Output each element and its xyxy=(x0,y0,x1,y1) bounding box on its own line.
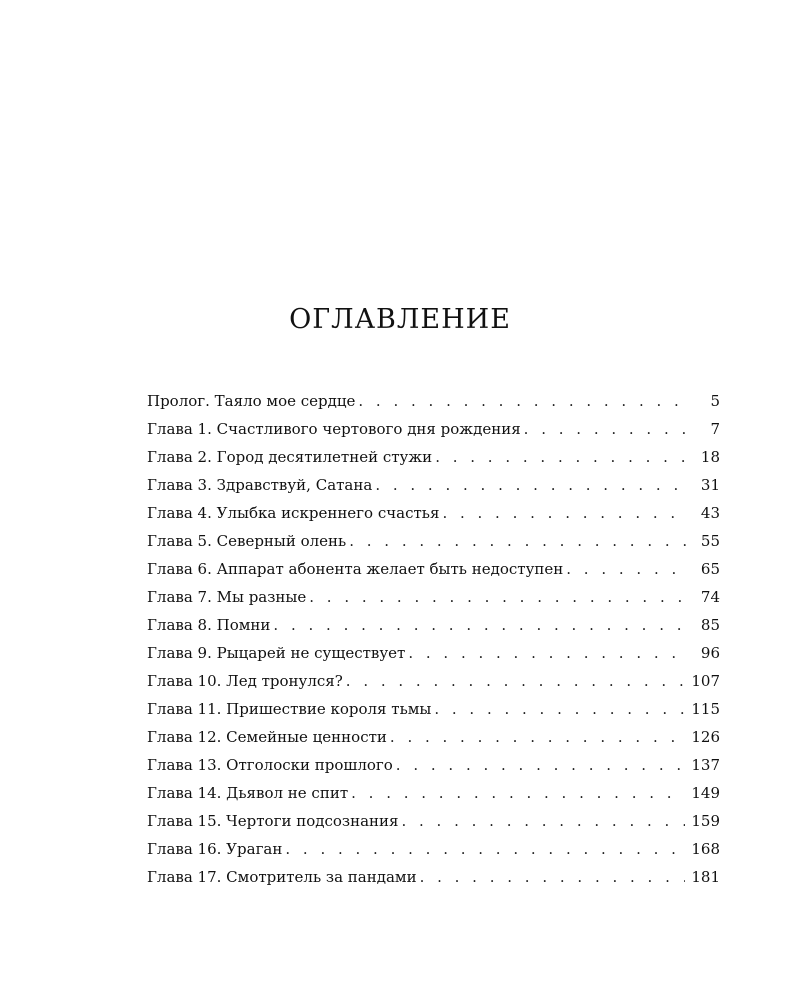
toc-page-number: 18 xyxy=(700,448,720,466)
toc-entry-title: Глава 3. Здравствуй, Сатана xyxy=(147,476,373,494)
toc-entry xyxy=(147,672,720,700)
dot-leader xyxy=(358,392,686,410)
toc-entry xyxy=(147,392,720,420)
dot-leader xyxy=(434,700,685,718)
toc-page-number: 43 xyxy=(700,504,720,522)
toc-page-number: 7 xyxy=(710,420,720,438)
toc-page-number: 115 xyxy=(691,700,720,718)
toc-entry xyxy=(147,812,720,840)
dot-leader xyxy=(396,756,686,774)
toc-page-number: 181 xyxy=(691,868,720,886)
page-title: ОГЛАВЛЕНИЕ xyxy=(289,304,511,335)
toc-entry xyxy=(147,476,720,504)
toc-page-number: 96 xyxy=(700,644,720,662)
dot-leader xyxy=(390,728,685,746)
toc-entry xyxy=(147,756,720,784)
toc-entry-title: Глава 10. Лед тронулся? xyxy=(147,672,343,690)
toc-page-number: 126 xyxy=(691,728,720,746)
dot-leader xyxy=(435,448,686,466)
dot-leader xyxy=(351,784,685,802)
dot-leader xyxy=(420,868,686,886)
toc-entry xyxy=(147,644,720,672)
toc-page-number: 74 xyxy=(700,588,720,606)
toc-page-number: 137 xyxy=(691,756,720,774)
toc-page-number: 149 xyxy=(691,784,720,802)
toc-entry xyxy=(147,532,720,560)
toc-page-number: 85 xyxy=(700,616,720,634)
dot-leader xyxy=(401,812,685,830)
toc-page-number: 107 xyxy=(691,672,720,690)
toc-page-number: 55 xyxy=(700,532,720,550)
toc-entry xyxy=(147,448,720,476)
toc-entry-title: Глава 13. Отголоски прошлого xyxy=(147,756,393,774)
toc-entry-title: Глава 5. Северный олень xyxy=(147,532,347,550)
toc-page-number: 65 xyxy=(700,560,720,578)
dot-leader xyxy=(408,644,686,662)
toc-entry xyxy=(147,420,720,448)
dot-leader xyxy=(349,532,686,550)
toc-entry xyxy=(147,728,720,756)
toc-entry xyxy=(147,504,720,532)
dot-leader xyxy=(273,616,686,634)
dot-leader xyxy=(524,420,686,438)
dot-leader xyxy=(285,840,685,858)
toc-page-number: 159 xyxy=(691,812,720,830)
toc-entry-title: Глава 11. Пришествие короля тьмы xyxy=(147,700,432,718)
toc-entry-title: Глава 16. Ураган xyxy=(147,840,283,858)
toc-entry xyxy=(147,588,720,616)
toc-entry-title: Глава 7. Мы разные xyxy=(147,588,307,606)
toc-entry-title: Глава 1. Счастливого чертового дня рождения xyxy=(147,420,521,438)
toc-entry-title: Глава 14. Дьявол не спит xyxy=(147,784,349,802)
dot-leader xyxy=(442,504,686,522)
toc-entry xyxy=(147,868,720,896)
dot-leader xyxy=(375,476,686,494)
toc-entry xyxy=(147,840,720,868)
toc-entry xyxy=(147,700,720,728)
toc-entry-title: Глава 17. Смотритель за пандами xyxy=(147,868,417,886)
toc-entry-title: Пролог. Таяло мое сердце xyxy=(147,392,356,410)
toc-entry xyxy=(147,560,720,588)
toc-entry xyxy=(147,784,720,812)
toc-entry-title: Глава 9. Рыцарей не существует xyxy=(147,644,406,662)
toc-entry-title: Глава 6. Аппарат абонента желает быть недоступен xyxy=(147,560,564,578)
toc-entry-title: Глава 4. Улыбка искреннего счастья xyxy=(147,504,440,522)
toc-page-number: 168 xyxy=(691,840,720,858)
dot-leader xyxy=(309,588,686,606)
dot-leader xyxy=(566,560,686,578)
toc-entry-title: Глава 15. Чертоги подсознания xyxy=(147,812,399,830)
toc-entry-title: Глава 12. Семейные ценности xyxy=(147,728,387,746)
toc-entry-title: Глава 8. Помни xyxy=(147,616,271,634)
dot-leader xyxy=(346,672,686,690)
toc-page-number: 31 xyxy=(700,476,720,494)
toc-entry xyxy=(147,616,720,644)
toc-page-number: 5 xyxy=(710,392,720,410)
toc-entry-title: Глава 2. Город десятилетней стужи xyxy=(147,448,433,466)
table-of-contents xyxy=(147,392,720,896)
